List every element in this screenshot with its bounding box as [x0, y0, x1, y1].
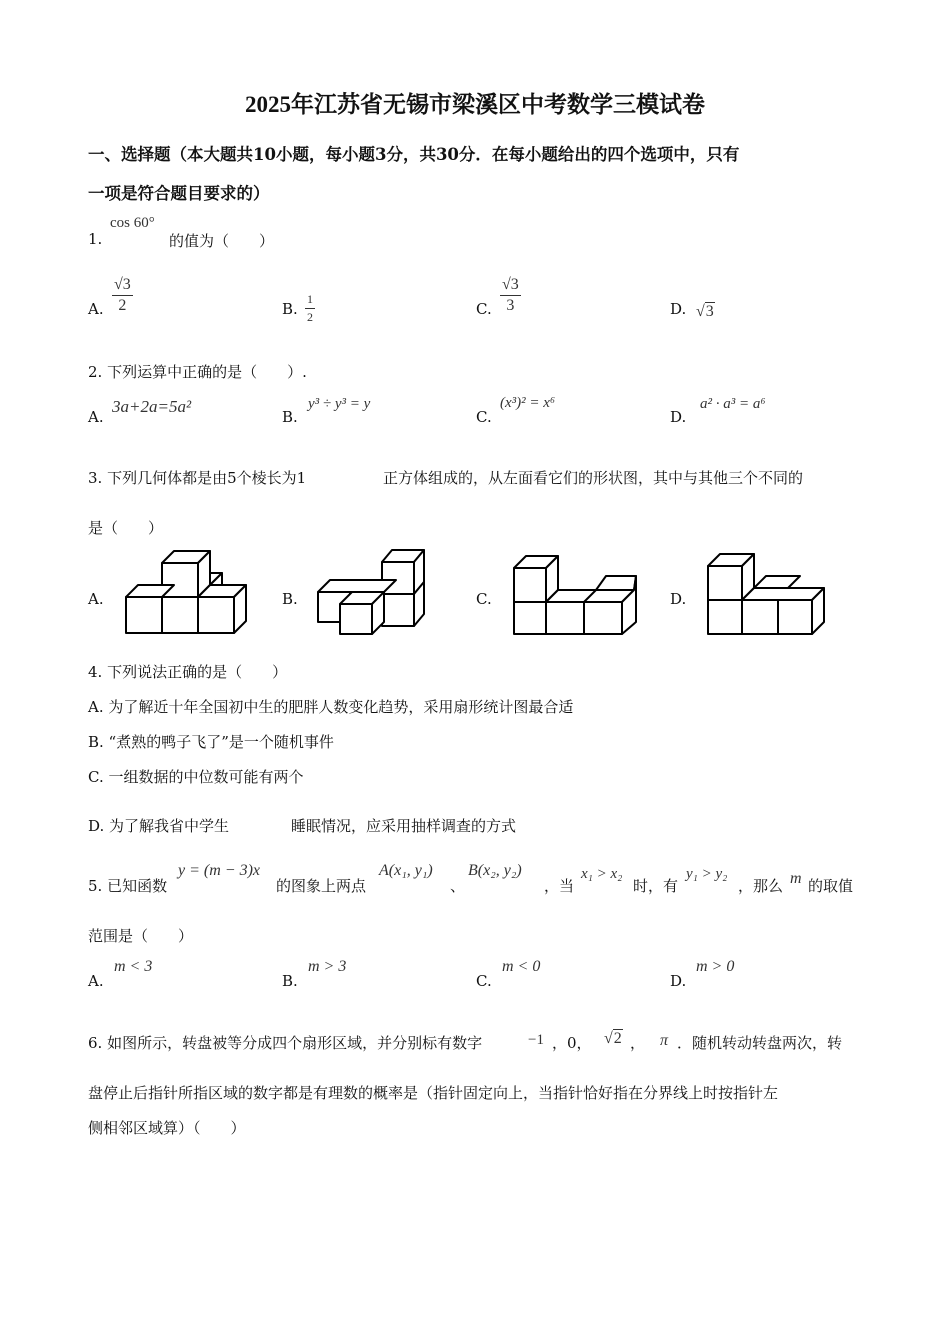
q5-stem-p4: ，当: [544, 877, 575, 895]
q5-option-a-expr[interactable]: m < 3: [114, 958, 153, 975]
q4-option-d-part2[interactable]: 睡眠情况，应采用抽样调查的方式: [291, 817, 517, 835]
q6-stem-p4: ．随机转动转盘两次，转: [677, 1034, 843, 1052]
q5-option-d-label[interactable]: D.: [670, 972, 687, 990]
cube-face: [340, 604, 372, 634]
exam-title: 2025年江苏省无锡市梁溪区中考数学三模试卷: [245, 92, 705, 117]
cube-face: [514, 568, 546, 602]
q3-option-a-figure[interactable]: [118, 544, 252, 640]
q1-number: 1.: [88, 230, 103, 248]
q6-value-neg1: −1: [528, 1032, 544, 1048]
q5-stem-p3: 、: [450, 877, 466, 895]
q5-option-d-expr[interactable]: m > 0: [696, 958, 735, 975]
q5-option-c-expr[interactable]: m < 0: [502, 958, 541, 975]
q3-option-c-figure[interactable]: [508, 548, 642, 640]
q3-option-a-label[interactable]: A.: [88, 590, 104, 608]
q5-stem-line2: 范围是（ ）: [88, 927, 194, 945]
q5-point-b: B(x₂, y₂): [468, 862, 522, 879]
cube-face: [382, 594, 414, 626]
q2-option-c-label[interactable]: C.: [476, 408, 492, 426]
q5-variable-m: m: [790, 870, 802, 887]
cube-face: [742, 600, 778, 634]
q2-stem: 2. 下列运算中正确的是（ ）.: [88, 363, 307, 381]
q2-option-b-expr[interactable]: y³ ÷ y³ = y: [308, 396, 371, 412]
q2-option-d-label[interactable]: D.: [670, 408, 687, 426]
cube-face: [778, 600, 812, 634]
cube-face: [584, 602, 622, 634]
q4-stem: 4. 下列说法正确的是（ ）: [88, 663, 288, 681]
q3-option-d-label[interactable]: D.: [670, 590, 687, 608]
q1-option-d-label[interactable]: D.: [670, 300, 687, 318]
q2-option-b-label[interactable]: B.: [282, 408, 298, 426]
q1-option-a-label[interactable]: A.: [88, 300, 104, 318]
q1-option-c-label[interactable]: C.: [476, 300, 492, 318]
cube-face: [162, 597, 198, 633]
q5-stem-p7: 的取值: [808, 877, 854, 895]
cube-face: [546, 602, 584, 634]
cube-face: [754, 576, 800, 588]
q1-expression: cos 60°: [110, 215, 155, 231]
cube-face: [514, 602, 546, 634]
q1-option-a-value[interactable]: $\frac{√3}{2}$: [114, 276, 131, 314]
q6-stem-line2: 盘停止后指针所指区域的数字都是有理数的概率是（指针固定向上，当指针恰好指在分界线上时按指针左: [88, 1084, 779, 1102]
q5-condition-y: y₁ > y₂: [686, 866, 728, 882]
q5-option-c-label[interactable]: C.: [476, 972, 492, 990]
cube-face: [126, 597, 162, 633]
q2-option-d-expr[interactable]: a² · a³ = a⁶: [700, 396, 766, 412]
section-header-line2: 一项是符合题目要求的）: [88, 184, 270, 203]
q5-point-a: A(x₁, y₁): [379, 862, 433, 879]
q4-option-c[interactable]: C. 一组数据的中位数可能有两个: [88, 768, 304, 786]
cube-face: [318, 580, 396, 592]
q4-option-d-part1[interactable]: D. 为了解我省中学生: [88, 817, 230, 835]
q5-stem-p6: ，那么: [738, 877, 784, 895]
cube-face: [708, 600, 742, 634]
section-header-line1: 一、选择题（本大题共10小题，每小题3分，共30分．在每小题给出的四个选项中，只有: [88, 145, 740, 164]
q2-option-a-label[interactable]: A.: [88, 408, 104, 426]
q6-stem-line3: 侧相邻区域算）（ ）: [88, 1119, 246, 1137]
q4-option-b[interactable]: B. “煮熟的鸭子飞了”是一个随机事件: [88, 733, 334, 751]
q3-option-d-figure[interactable]: [702, 548, 832, 640]
q6-stem-p1: 6. 如图所示，转盘被等分成四个扇形区域，并分别标有数字: [88, 1034, 483, 1052]
q5-stem-p2: 的图象上两点: [276, 877, 367, 895]
q3-option-b-figure[interactable]: [312, 544, 432, 640]
q1-option-b-value[interactable]: $\frac{1}{2}$: [307, 292, 313, 324]
q6-stem-p2: ，0，: [552, 1034, 592, 1052]
q5-stem-p1: 5. 已知函数: [88, 877, 168, 895]
q2-option-c-expr[interactable]: (x³)² = x⁶: [500, 395, 556, 411]
q3-stem-line2: 是（ ）: [88, 519, 164, 537]
q1-option-d-value[interactable]: √3: [696, 303, 714, 320]
cube-face: [742, 588, 824, 600]
q2-option-a-expr[interactable]: 3a+2a=5a²: [112, 397, 192, 416]
q6-value-sqrt2: √2: [604, 1030, 622, 1047]
q3-option-c-label[interactable]: C.: [476, 590, 492, 608]
cube-face: [198, 597, 234, 633]
q5-option-b-label[interactable]: B.: [282, 972, 298, 990]
q5-condition-x: x₁ > x₂: [581, 866, 623, 882]
q6-value-pi: π: [660, 1032, 669, 1049]
q3-stem-part1: 3. 下列几何体都是由5个棱长为1: [88, 469, 307, 487]
q1-stem: 的值为（ ）: [169, 232, 275, 250]
cube-face: [708, 566, 742, 600]
q5-function: y = (m − 3)x: [178, 862, 261, 879]
q6-stem-p3: ，: [630, 1034, 646, 1052]
q1-option-b-label[interactable]: B.: [282, 300, 298, 318]
q5-option-a-label[interactable]: A.: [88, 972, 104, 990]
cube-face: [596, 576, 636, 590]
q4-option-a[interactable]: A. 为了解近十年全国初中生的肥胖人数变化趋势，采用扇形统计图最合适: [88, 698, 574, 716]
q1-option-c-value[interactable]: $\frac{√3}{3}$: [502, 276, 519, 314]
q5-stem-p5: 时，有: [633, 877, 679, 895]
q3-stem-part2: 正方体组成的，从左面看它们的形状图，其中与其他三个不同的: [383, 469, 804, 487]
q3-option-b-label[interactable]: B.: [282, 590, 298, 608]
q5-option-b-expr[interactable]: m > 3: [308, 958, 347, 975]
